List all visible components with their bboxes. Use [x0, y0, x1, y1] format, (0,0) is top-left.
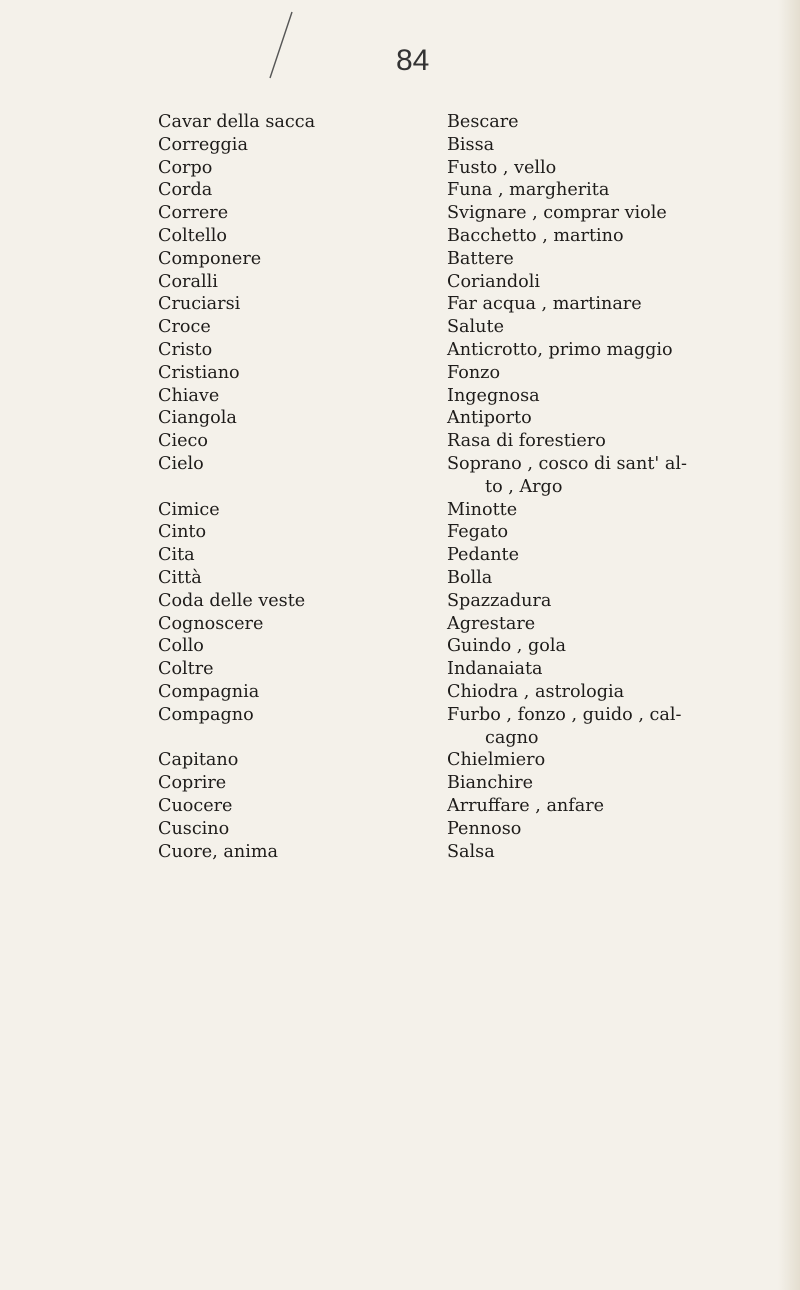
entry-term: Cimice	[158, 499, 220, 520]
entry-gloss-line: Salute	[447, 317, 504, 338]
entry-term: Cristiano	[158, 362, 240, 383]
entry-gloss-line: Bescare	[447, 112, 519, 132]
entry-term: Cita	[158, 545, 195, 566]
entry-term: Cuscino	[158, 818, 230, 839]
entry-gloss	[447, 841, 782, 864]
entry-gloss-line: Bissa	[447, 134, 495, 155]
entry-term: Cinto	[158, 522, 207, 543]
entry-term: Coltre	[158, 659, 214, 680]
entry-term: Correggia	[158, 134, 248, 155]
entry-term: Corpo	[158, 157, 213, 178]
glossary-entry	[158, 271, 778, 294]
entry-gloss-line: Pennoso	[447, 818, 522, 839]
glossary-entry	[158, 248, 778, 271]
entry-gloss-line: Fegato	[447, 522, 509, 543]
entry-gloss	[447, 772, 782, 795]
glossary-entry	[158, 704, 778, 750]
glossary-entry	[158, 339, 778, 362]
entry-gloss	[447, 521, 782, 544]
entry-term: Coltello	[158, 225, 228, 246]
glossary-entry	[158, 772, 778, 795]
entry-gloss-line: Chiodra , astrologia	[447, 681, 625, 702]
entry-term: Capitano	[158, 750, 239, 771]
entry-gloss	[447, 635, 782, 658]
glossary-entry	[158, 521, 778, 544]
glossary-entry	[158, 658, 778, 681]
entry-gloss	[447, 544, 782, 567]
entry-gloss-line: Furbo , fonzo , guido , cal-	[447, 704, 682, 725]
glossary-entry	[158, 293, 778, 316]
entry-gloss-line: Soprano , cosco di sant' al-	[447, 453, 687, 474]
entry-gloss	[447, 430, 782, 453]
glossary-entry	[158, 567, 778, 590]
entry-gloss-line: Arruffare , anfare	[447, 795, 605, 816]
entry-gloss-line: Antiporto	[447, 408, 532, 429]
entry-gloss-line: Coriandoli	[447, 271, 541, 292]
glossary-entry	[158, 818, 778, 841]
entry-gloss-line: Salsa	[447, 841, 495, 862]
entry-gloss	[447, 453, 782, 499]
entry-gloss-line: Chielmiero	[447, 750, 546, 771]
entry-gloss	[447, 681, 782, 704]
entry-term: Coprire	[158, 773, 227, 794]
entry-gloss	[447, 202, 782, 225]
entry-term: Compagnia	[158, 681, 260, 702]
entry-gloss	[447, 271, 782, 294]
entry-term: Città	[158, 567, 202, 588]
glossary-entry	[158, 430, 778, 453]
entry-gloss-line: Bianchire	[447, 773, 534, 794]
entry-gloss	[447, 316, 782, 339]
glossary-entry	[158, 613, 778, 636]
entry-gloss-line: Indanaiata	[447, 659, 543, 680]
entry-gloss	[447, 385, 782, 408]
entry-gloss-line: Spazzadura	[447, 590, 552, 611]
glossary-entry	[158, 157, 778, 180]
entry-gloss	[447, 134, 782, 157]
glossary-entry	[158, 316, 778, 339]
entry-gloss-continuation: cagno	[485, 727, 539, 748]
glossary-entry	[158, 795, 778, 818]
entry-term: Cruciarsi	[158, 294, 241, 315]
glossary-list	[158, 111, 778, 863]
entry-gloss-line: Funa , margherita	[447, 180, 610, 201]
entry-term: Croce	[158, 317, 211, 338]
entry-term: Ciangola	[158, 408, 237, 429]
entry-gloss	[447, 590, 782, 613]
glossary-entry	[158, 362, 778, 385]
entry-gloss-continuation: to , Argo	[485, 476, 563, 497]
entry-gloss-line: Rasa di forestiero	[447, 431, 606, 452]
glossary-entry	[158, 453, 778, 499]
entry-gloss-line: Guindo , gola	[447, 636, 566, 657]
entry-term: Corda	[158, 180, 213, 201]
entry-gloss-line: Pedante	[447, 545, 520, 566]
entry-gloss-line: Anticrotto, primo maggio	[447, 339, 673, 360]
entry-gloss	[447, 111, 782, 134]
entry-gloss	[447, 499, 782, 522]
entry-gloss	[447, 704, 782, 750]
glossary-entry	[158, 179, 778, 202]
entry-term: Collo	[158, 636, 204, 657]
entry-gloss	[447, 749, 782, 772]
entry-gloss-line: Bolla	[447, 567, 493, 588]
entry-gloss-line: Fonzo	[447, 362, 501, 383]
glossary-entry	[158, 499, 778, 522]
pencil-mark	[265, 8, 295, 88]
entry-term: Cieco	[158, 431, 208, 452]
glossary-entry	[158, 202, 778, 225]
entry-gloss	[447, 818, 782, 841]
glossary-entry	[158, 590, 778, 613]
entry-gloss-line: Far acqua , martinare	[447, 294, 642, 315]
entry-term: Cavar della sacca	[158, 112, 316, 132]
entry-term: Cielo	[158, 453, 204, 474]
entry-gloss	[447, 567, 782, 590]
glossary-entry	[158, 544, 778, 567]
entry-gloss	[447, 225, 782, 248]
entry-gloss	[447, 658, 782, 681]
entry-gloss-line: Fusto , vello	[447, 157, 557, 178]
entry-term: Coda delle veste	[158, 590, 306, 611]
entry-gloss-line: Battere	[447, 248, 514, 269]
entry-term: Coralli	[158, 271, 218, 292]
entry-gloss	[447, 157, 782, 180]
glossary-entry	[158, 681, 778, 704]
entry-gloss-line: Agrestare	[447, 613, 536, 634]
entry-term: Cuore, anima	[158, 841, 279, 862]
entry-gloss	[447, 795, 782, 818]
entry-gloss	[447, 407, 782, 430]
glossary-entry	[158, 749, 778, 772]
entry-term: Cuocere	[158, 795, 233, 816]
entry-gloss-line: Bacchetto , martino	[447, 225, 624, 246]
entry-gloss	[447, 613, 782, 636]
page-number: 84	[396, 44, 430, 77]
glossary-entry	[158, 407, 778, 430]
entry-gloss	[447, 293, 782, 316]
glossary-entry	[158, 841, 778, 864]
entry-term: Correre	[158, 203, 229, 224]
glossary-entry	[158, 225, 778, 248]
glossary-entry	[158, 111, 778, 134]
entry-gloss-line: Ingegnosa	[447, 385, 540, 406]
glossary-entry	[158, 385, 778, 408]
entry-term: Cristo	[158, 339, 213, 360]
entry-term: Componere	[158, 248, 262, 269]
glossary-entry	[158, 635, 778, 658]
entry-term: Compagno	[158, 704, 254, 725]
entry-term: Chiave	[158, 385, 220, 406]
entry-gloss	[447, 179, 782, 202]
entry-gloss-line: Svignare , comprar viole	[447, 203, 667, 224]
entry-gloss	[447, 362, 782, 385]
glossary-entry	[158, 134, 778, 157]
entry-gloss-line: Minotte	[447, 499, 518, 520]
entry-term: Cognoscere	[158, 613, 264, 634]
entry-gloss	[447, 339, 782, 362]
entry-gloss	[447, 248, 782, 271]
